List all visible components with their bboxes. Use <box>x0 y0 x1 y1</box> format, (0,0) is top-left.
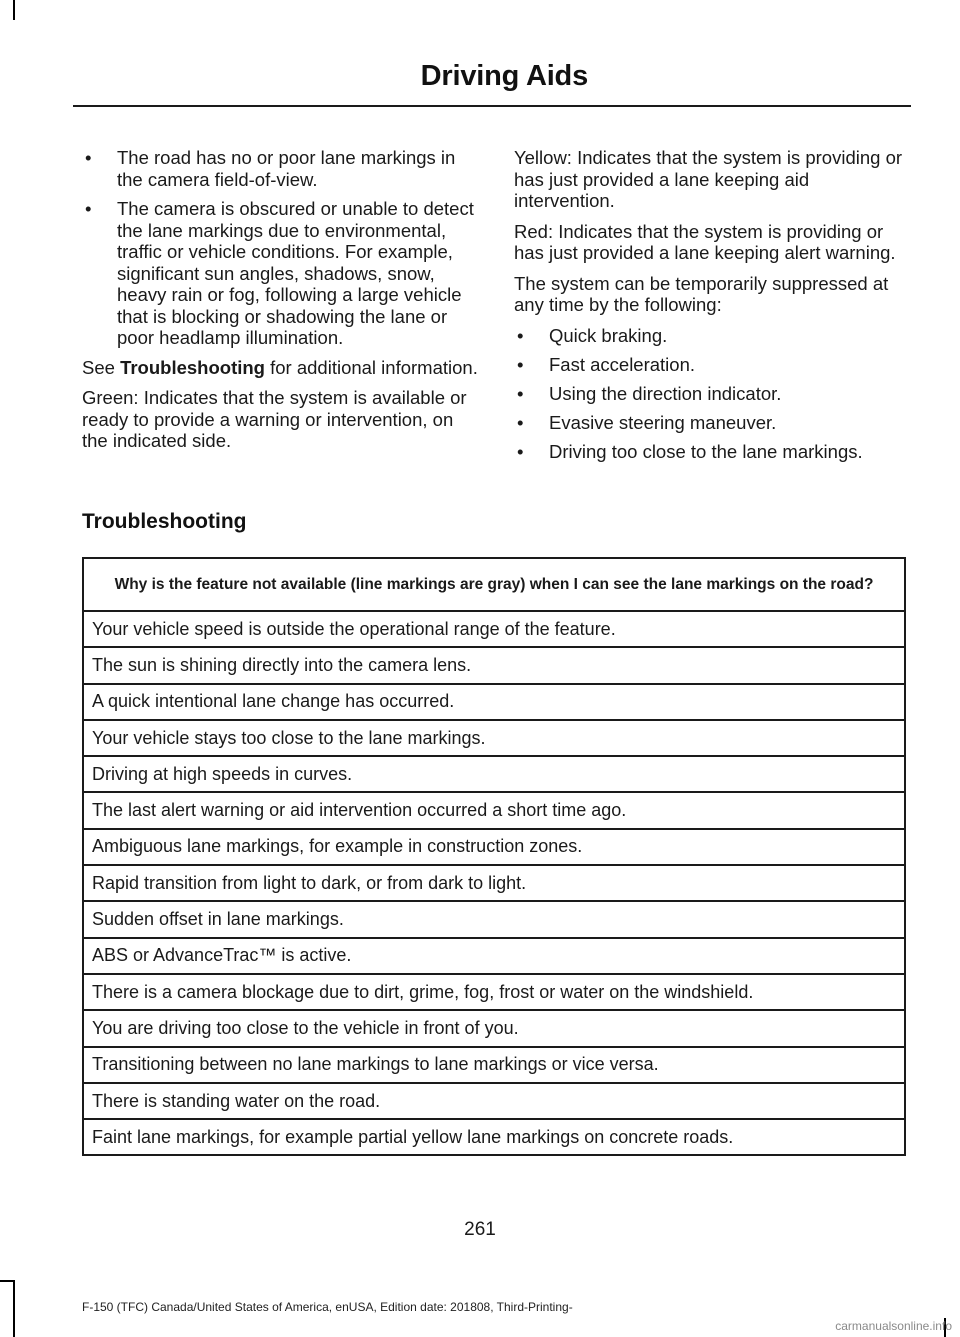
header-rule <box>73 105 911 107</box>
table-row <box>83 1119 905 1155</box>
table-cell: There is a camera blockage due to dirt, grime, fog, frost or water on the windshield. <box>83 974 905 1010</box>
list-item <box>514 325 909 347</box>
table-row <box>83 1083 905 1119</box>
table-row <box>83 974 905 1010</box>
list-item <box>82 198 482 349</box>
bullet-icon: • <box>85 198 92 219</box>
bullet-icon: • <box>517 440 524 462</box>
table-cell: Ambiguous lane markings, for example in construction zones. <box>83 829 905 865</box>
table-row <box>83 684 905 720</box>
table-cell: A quick intentional lane change has occurred. <box>83 684 905 720</box>
table-cell: Your vehicle stays too close to the lane markings. <box>83 720 905 756</box>
crop-mark-bottom-left-h <box>0 1280 15 1282</box>
table-cell: The sun is shining directly into the camera lens. <box>83 647 905 683</box>
suppress-paragraph: The system can be temporarily suppressed at any time by the following: <box>514 272 889 315</box>
watermark: carmanualsonline.info <box>835 1319 952 1333</box>
bullet-text: Fast acceleration. <box>549 353 696 375</box>
bullet-text: Using the direction indicator. <box>549 382 782 404</box>
table-row <box>83 647 905 683</box>
table-row <box>83 901 905 937</box>
bullet-icon: • <box>517 353 524 375</box>
table-row <box>83 829 905 865</box>
table-row <box>83 1047 905 1083</box>
page-header-title: Driving Aids <box>420 60 588 92</box>
list-item <box>514 441 909 463</box>
see-troubleshooting-paragraph <box>82 357 482 379</box>
crop-mark-top-left <box>13 0 15 20</box>
table-row <box>83 938 905 974</box>
green-indicator-paragraph: Green: Indicates that the system is available or ready to provide a warning or intervention, on the indicated side. <box>82 387 467 451</box>
table-cell: You are driving too close to the vehicle in front of you. <box>83 1010 905 1046</box>
edition-footer: F-150 (TFC) Canada/United States of America, enUSA, Edition date: 201808, Third-Printing- <box>82 1300 573 1314</box>
table-row <box>83 865 905 901</box>
list-item <box>514 354 909 376</box>
right-column <box>514 147 909 470</box>
table-row <box>83 1010 905 1046</box>
table-row <box>83 756 905 792</box>
table-header-row <box>83 558 905 611</box>
bullet-icon: • <box>517 382 524 404</box>
see-suffix: for additional information. <box>264 356 478 378</box>
table-cell: Driving at high speeds in curves. <box>83 756 905 792</box>
table-row <box>83 611 905 647</box>
bullet-text: The camera is obscured or unable to detect the lane markings due to environmental, traffic or vehicle conditions. For example, significant sun angles, shadows, snow, heavy rain or fog, following a large vehicle that is blocking or shadowing the lane or poor headlamp illumination. <box>117 198 474 348</box>
table-cell: There is standing water on the road. <box>83 1083 905 1119</box>
table-cell: Your vehicle speed is outside the operational range of the feature. <box>83 611 905 647</box>
list-item <box>514 383 909 405</box>
red-indicator-paragraph: Red: Indicates that the system is providing or has just provided a lane keeping alert warning. <box>514 220 896 263</box>
table-header-cell: Why is the feature not available (line markings are gray) when I can see the lane markings on the road? <box>83 558 905 611</box>
list-item <box>82 147 482 190</box>
bullet-icon: • <box>517 411 524 433</box>
troubleshooting-reference[interactable]: Troubleshooting <box>120 356 265 378</box>
see-prefix: See <box>82 356 121 378</box>
list-item <box>514 412 909 434</box>
bullet-text: The road has no or poor lane markings in the camera field-of-view. <box>117 147 456 190</box>
left-column <box>82 147 482 461</box>
page-number: 261 <box>464 1219 496 1240</box>
table-cell: Faint lane markings, for example partial yellow lane markings on concrete roads. <box>83 1119 905 1155</box>
table-cell: Sudden offset in lane markings. <box>83 901 905 937</box>
bullet-text: Evasive steering maneuver. <box>549 411 777 433</box>
troubleshooting-table <box>82 557 906 1156</box>
bullet-text: Driving too close to the lane markings. <box>549 440 863 462</box>
yellow-indicator-paragraph: Yellow: Indicates that the system is providing or has just provided a lane keeping aid intervention. <box>514 147 903 211</box>
table-cell: Rapid transition from light to dark, or from dark to light. <box>83 865 905 901</box>
crop-mark-bottom-left <box>13 1280 15 1337</box>
bullet-text: Quick braking. <box>549 324 668 346</box>
troubleshooting-heading: Troubleshooting <box>82 510 247 533</box>
table-cell: ABS or AdvanceTrac™ is active. <box>83 938 905 974</box>
bullet-icon: • <box>517 324 524 346</box>
table-cell: Transitioning between no lane markings to lane markings or vice versa. <box>83 1047 905 1083</box>
table-row <box>83 792 905 828</box>
bullet-icon: • <box>85 147 92 168</box>
table-row <box>83 720 905 756</box>
table-cell: The last alert warning or aid intervention occurred a short time ago. <box>83 792 905 828</box>
